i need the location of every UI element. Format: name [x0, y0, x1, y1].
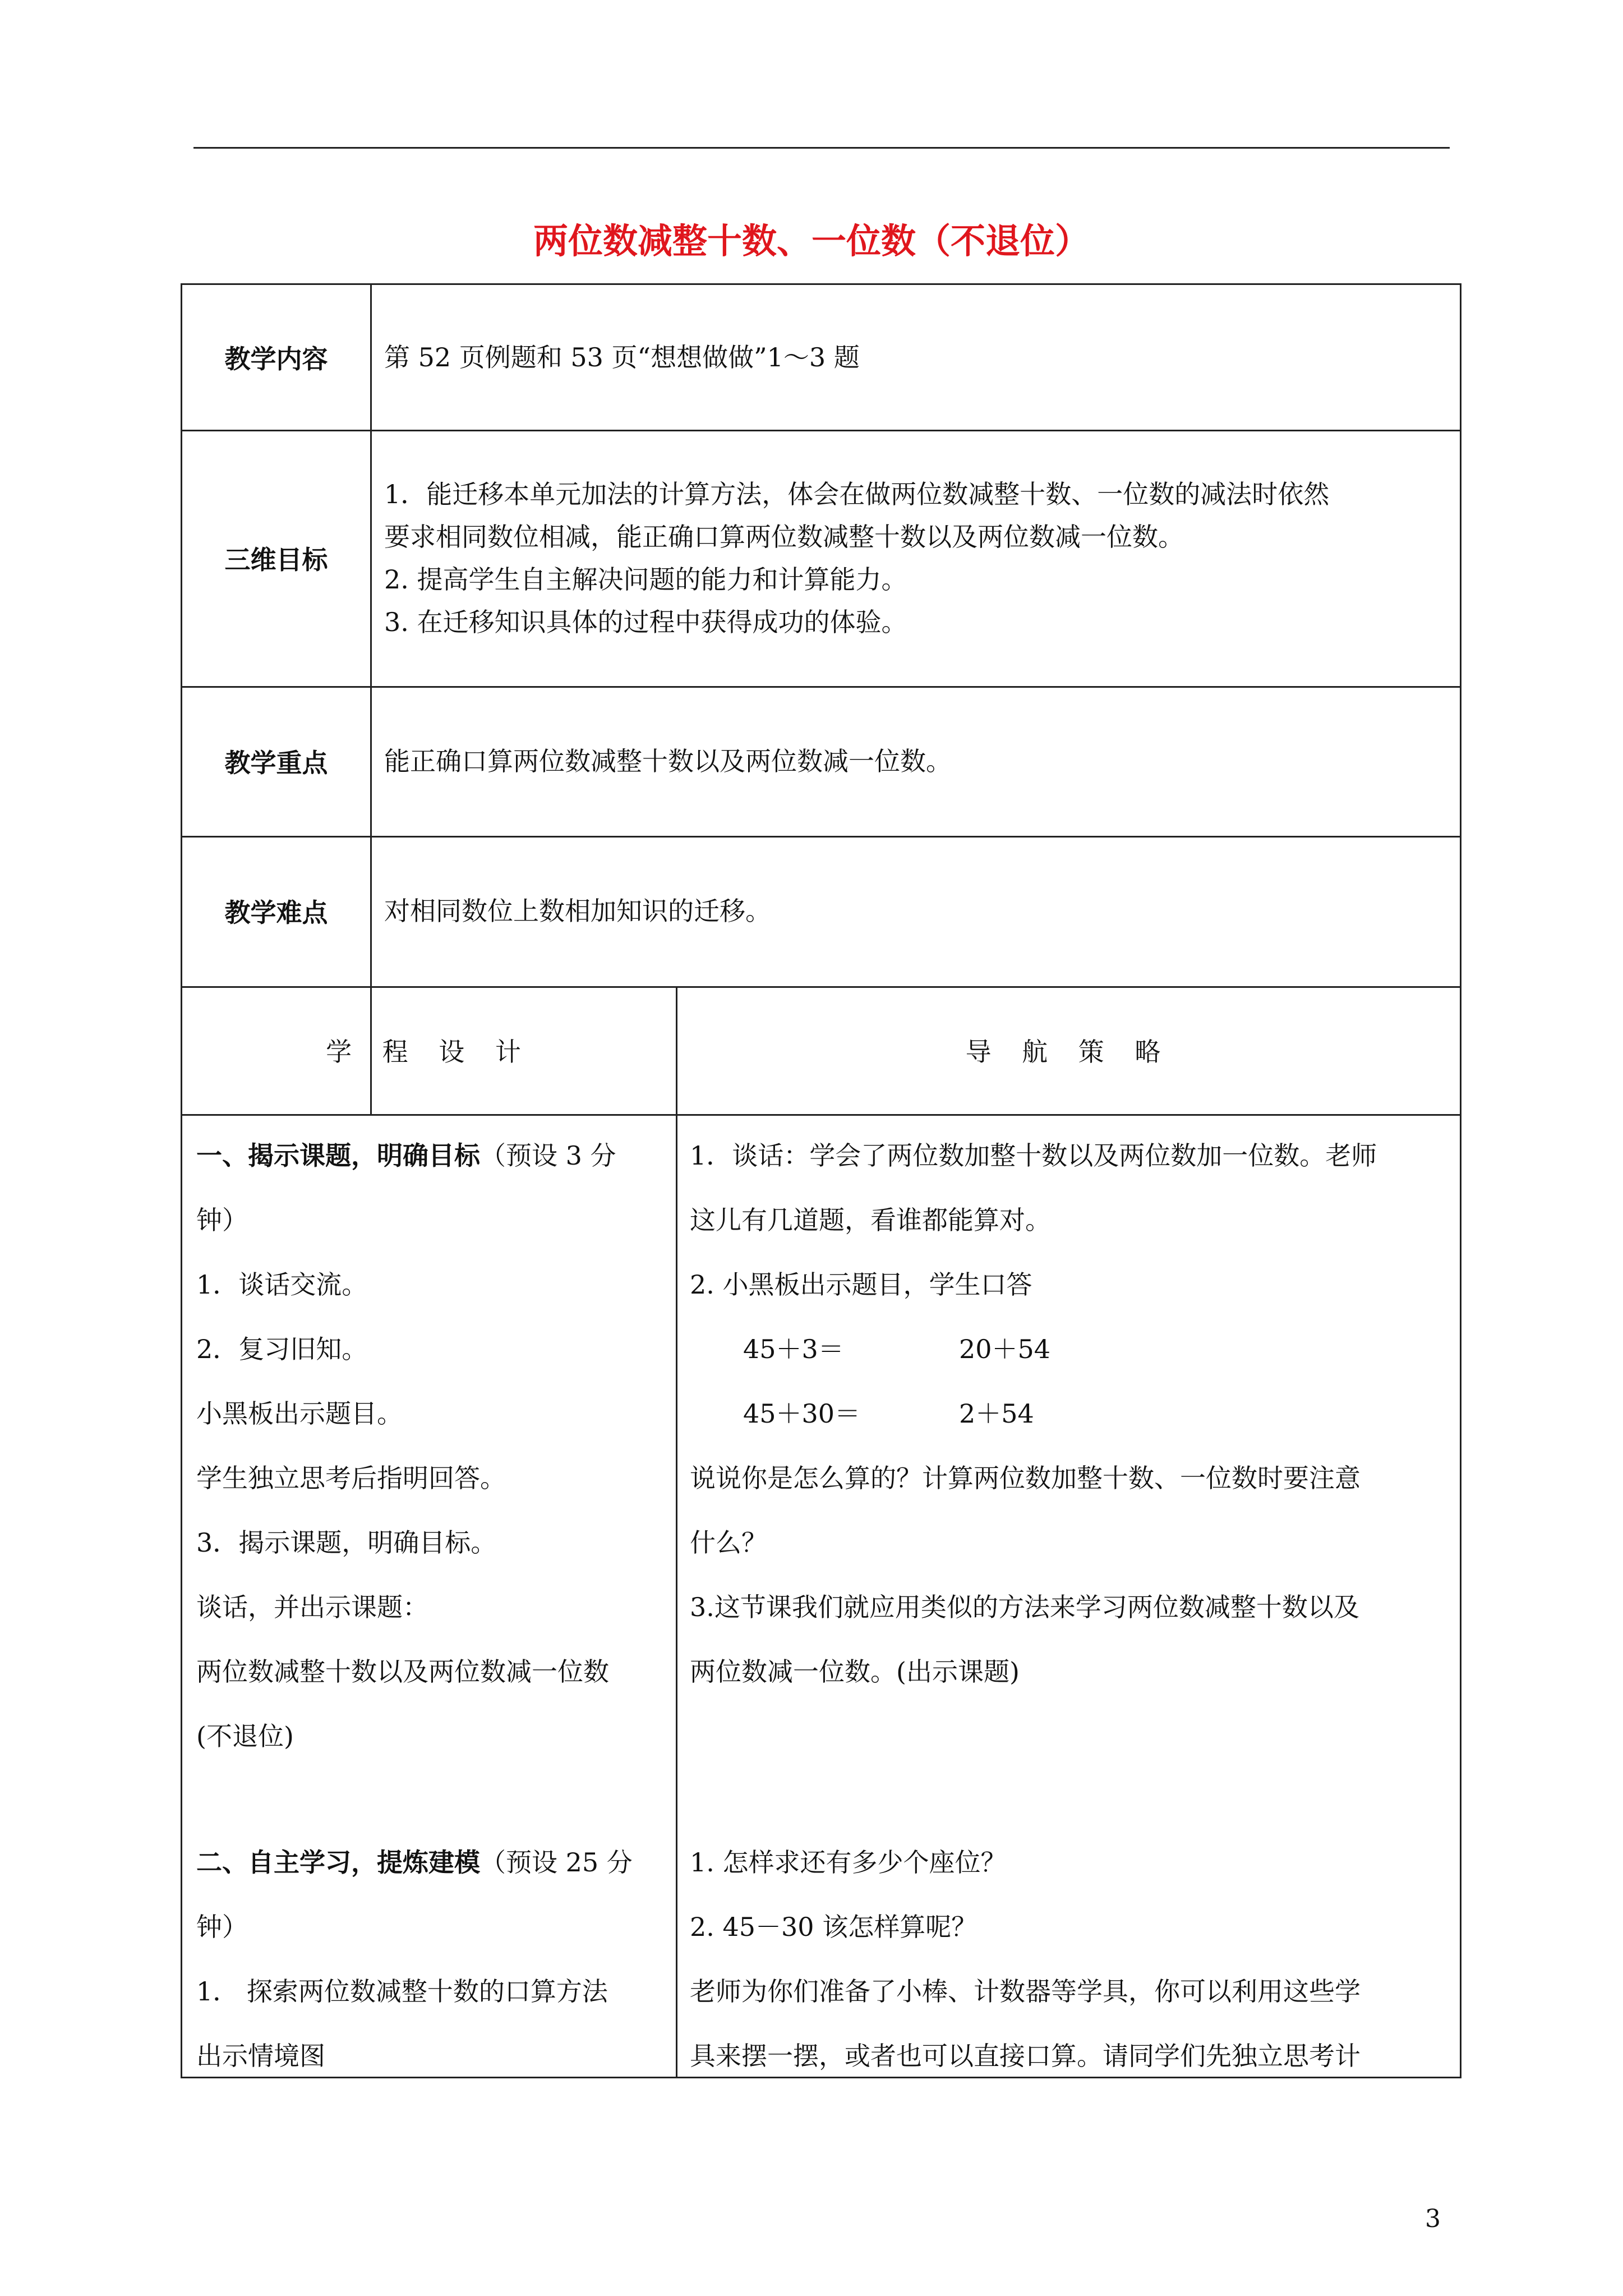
section-heading: 二、自主学习，提炼建模	[196, 1847, 480, 1878]
text-line: 2. 45－30 该怎样算呢？	[690, 1912, 978, 1942]
row-value-key-points	[384, 686, 1437, 836]
text-line: 出示情境图	[196, 2041, 325, 2071]
text-line: 1．能迁移本单元加法的计算方法，体会在做两位数减整十数、一位数的减法时依然	[384, 478, 1330, 509]
equation-line	[690, 1382, 1453, 1446]
text-line: 对相同数位上数相加知识的迁移。	[384, 896, 771, 926]
header-rule	[193, 147, 1450, 149]
section-heading: 一、揭示课题，明确目标	[196, 1140, 480, 1171]
text-line: 小黑板出示题目。	[196, 1398, 403, 1429]
text-line: 两位数减整十数以及两位数减一位数	[196, 1657, 609, 1687]
time-note: （预设 25 分	[480, 1847, 633, 1878]
text-line: 2．复习旧知。	[196, 1334, 368, 1364]
spacer	[690, 1769, 1453, 1830]
row-divider	[182, 1114, 1460, 1116]
text-line: 1. 怎样求还有多少个座位？	[690, 1847, 1007, 1878]
blank-line	[690, 1704, 1453, 1769]
row-value-difficulties	[384, 836, 1437, 986]
text-line: 要求相同数位相减，能正确口算两位数减整十数以及两位数减一位数。	[384, 521, 1184, 552]
text-line: (不退位)	[196, 1721, 294, 1751]
text-line: 第 52 页例题和 53 页“想想做做”1～3 题	[384, 342, 860, 372]
text-line: 1．谈话：学会了两位数加整十数以及两位数加一位数。老师	[690, 1140, 1377, 1171]
row-label-content: 教学内容	[224, 344, 328, 374]
lesson-table	[181, 283, 1461, 2078]
text-line: 3. 在迁移知识具体的过程中获得成功的体验。	[384, 606, 907, 637]
page-number: 3	[1425, 2205, 1441, 2233]
equation: 45＋3＝	[743, 1334, 844, 1364]
text-line: 钟）	[196, 1912, 248, 1942]
text-line: 1．谈话交流。	[196, 1269, 368, 1300]
text-line: 这儿有几道题，看谁都能算对。	[690, 1205, 1051, 1235]
text-line	[196, 1124, 667, 1188]
row-value-goals	[384, 430, 1437, 686]
text-line: 能正确口算两位数减整十数以及两位数减一位数。	[384, 746, 952, 776]
equation: 45＋30＝	[743, 1398, 861, 1429]
center-column-divider	[676, 986, 677, 2077]
page-title: 两位数减整十数、一位数（不退位）	[533, 220, 1090, 261]
text-line: 3．揭示课题，明确目标。	[196, 1527, 497, 1558]
spacer	[196, 1769, 667, 1830]
text-line: 什么？	[690, 1527, 767, 1558]
text-line: 2. 小黑板出示题目，学生口答	[690, 1269, 1032, 1300]
time-note: （预设 3 分	[480, 1140, 616, 1171]
text-line	[196, 1830, 667, 1895]
right-column-body	[690, 1124, 1453, 2088]
text-line: 谈话，并出示课题：	[196, 1592, 428, 1622]
text-line: 学生独立思考后指明回答。	[196, 1463, 506, 1493]
equation: 2＋54	[959, 1398, 1034, 1429]
text-line: 3.这节课我们就应用类似的方法来学习两位数减整十数以及	[690, 1592, 1359, 1622]
text-line: 说说你是怎么算的？计算两位数加整十数、一位数时要注意	[690, 1463, 1361, 1493]
row-value-content	[384, 285, 1437, 430]
row-label-difficulties: 教学难点	[224, 898, 328, 928]
right-column-header: 导 航 策 略	[965, 1037, 1172, 1067]
row-label-key-points: 教学重点	[224, 747, 328, 778]
text-line: 具来摆一摆，或者也可以直接口算。请同学们先独立思考计	[690, 2041, 1361, 2071]
left-column-header: 学 程 设 计	[326, 1037, 532, 1067]
row-label-goals: 三维目标	[224, 544, 328, 575]
text-line: 1． 探索两位数减整十数的口算方法	[196, 1976, 608, 2007]
equation-line	[690, 1317, 1453, 1382]
text-line: 两位数减一位数。(出示课题)	[690, 1657, 1020, 1687]
text-line: 钟）	[196, 1205, 248, 1235]
text-line: 老师为你们准备了小棒、计数器等学具，你可以利用这些学	[690, 1976, 1361, 2007]
equation: 20＋54	[959, 1334, 1051, 1364]
text-line: 2. 提高学生自主解决问题的能力和计算能力。	[384, 564, 907, 595]
left-column-body	[196, 1124, 667, 2088]
